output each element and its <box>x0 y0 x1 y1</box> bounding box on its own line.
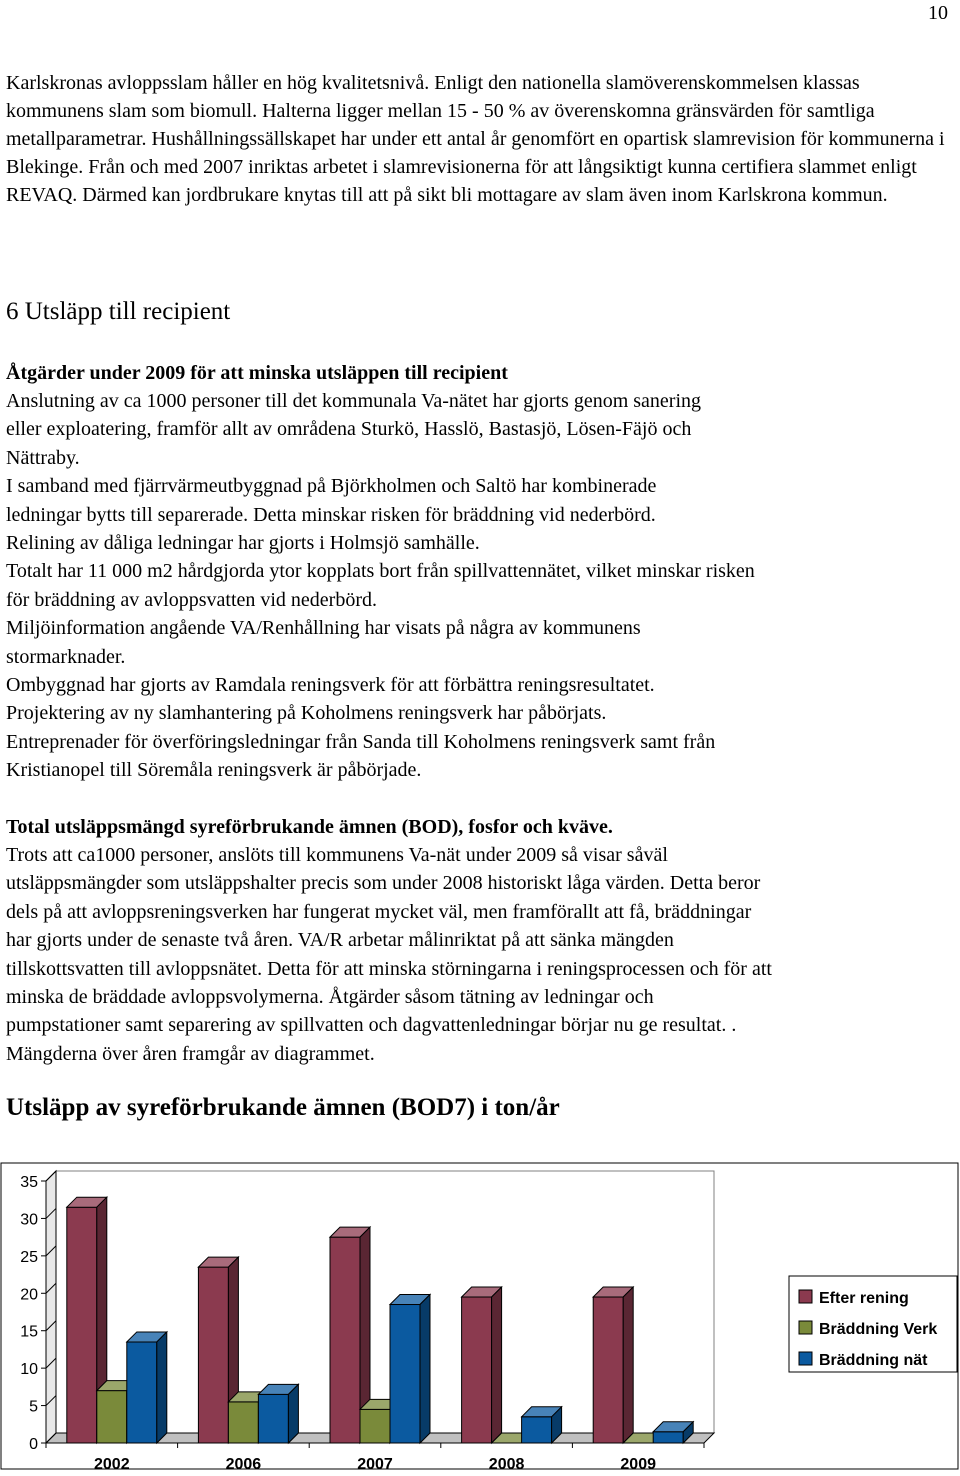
x-tick-label: 2009 <box>620 1456 656 1471</box>
x-tick-label: 2007 <box>357 1456 393 1471</box>
y-tick-label: 25 <box>20 1248 38 1266</box>
totals-line: har gjorts under de senaste två åren. VA/R arbetar målinriktat på att sänka mängden <box>6 929 674 952</box>
y-tick-label: 20 <box>20 1286 38 1304</box>
measures-subheading: Åtgärder under 2009 för att minska utsläppen till recipient <box>6 362 508 384</box>
legend-swatch <box>799 1352 812 1365</box>
intro-paragraph: Karlskronas avloppsslam håller en hög kvalitetsnivå. Enligt den nationella slamöverenskommelsen klassas kommunens slam som biomull. Halterna ligger mellan 15 - 50 % av överenskomna gränsvärden för samtliga metallparametrar. Hushållningssällskapet har under ett antal år genomfört en opartisk slamrevision för kommunerna i Blekinge. Från och med 2007 inriktas arbetet i slamrevisionerna för att långsiktigt kunna certifiera slammet enligt REVAQ. Därmed kan jordbrukare knytas till att på sikt bli mottagare av slam även inom Karlskrona kommun. <box>6 72 945 206</box>
bar <box>390 1305 420 1443</box>
totals-subheading: Total utsläppsmängd syreförbrukande ämnen (BOD), fosfor och kväve. <box>6 816 613 838</box>
totals-line: minska de bräddade avloppsvolymerna. Åtgärder såsom tätning av ledningar och <box>6 986 654 1009</box>
totals-line: pumpstationer samt separering av spillvatten och dagvattenledningar börjar nu ge resultat. . <box>6 1014 737 1037</box>
measures-line: Miljöinformation angående VA/Renhållning har visats på några av kommunens <box>6 617 641 640</box>
bar <box>198 1267 228 1443</box>
y-tick-label: 35 <box>20 1174 38 1191</box>
bar-side <box>420 1295 430 1443</box>
measures-line: Kristianopel till Söremåla reningsverk är påbörjade. <box>6 759 422 782</box>
bar-side <box>157 1332 167 1443</box>
totals-section <box>6 813 956 1068</box>
measures-line: ledningar bytts till separerade. Detta minskar risken för bräddning vid nederbörd. <box>6 503 656 526</box>
y-tick-label: 30 <box>20 1211 38 1229</box>
measures-line: Totalt har 11 000 m2 hårdgjorda ytor kopplats bort från spillvattennätet, vilket minskar risken <box>6 560 755 583</box>
legend-label: Bräddning nät <box>819 1352 928 1369</box>
chart-title: Utsläpp av syreförbrukande ämnen (BOD7) i ton/år <box>6 1094 560 1121</box>
bar-chart <box>0 1162 960 1471</box>
bar <box>462 1297 492 1443</box>
measures-section <box>6 359 956 785</box>
totals-line: tillskottsvatten till avloppsnätet. Detta för att minska störningarna i reningsprocessen och för att <box>6 957 772 980</box>
x-tick-label: 2002 <box>94 1456 130 1471</box>
y-tick-label: 10 <box>20 1361 38 1379</box>
bar <box>97 1391 127 1443</box>
bar-side <box>623 1287 633 1443</box>
bar <box>653 1432 683 1443</box>
measures-line: Anslutning av ca 1000 personer till det kommunala Va-nätet har gjorts genom sanering <box>6 390 702 412</box>
bar <box>593 1297 623 1443</box>
section-heading: 6 Utsläpp till recipient <box>6 298 231 325</box>
y-tick-label: 0 <box>29 1436 38 1453</box>
measures-line: Ombyggnad har gjorts av Ramdala reningsverk för att förbättra reningsresultatet. <box>6 674 655 697</box>
chart-side-wall <box>46 1171 56 1443</box>
bod-chart <box>0 1162 960 1471</box>
y-tick-label: 15 <box>20 1323 38 1341</box>
bar <box>67 1207 97 1443</box>
bar <box>522 1417 552 1443</box>
intro-section <box>6 69 956 209</box>
totals-line: dels på att avloppsreningsverken har fungerat mycket väl, men framförallt att få, bräddningar <box>6 900 752 923</box>
x-tick-label: 2008 <box>488 1456 525 1471</box>
bar <box>127 1342 157 1443</box>
bar <box>258 1394 288 1443</box>
measures-line: Projektering av ny slamhantering på Koholmens reningsverk har påbörjats. <box>6 702 607 725</box>
x-tick-label: 2006 <box>225 1456 262 1471</box>
page-number: 10 <box>928 2 948 24</box>
legend-label: Bräddning Verk <box>819 1321 938 1338</box>
measures-line: stormarknader. <box>6 645 126 668</box>
measures-line: Entreprenader för överföringsledningar från Sanda till Koholmens reningsverk samt från <box>6 730 716 753</box>
bar <box>360 1409 390 1443</box>
totals-line: utsläppsmängder som utsläppshalter precis som under 2008 historiskt låga värden. Detta beror <box>6 872 761 895</box>
measures-line: Relining av dåliga ledningar har gjorts i Holmsjö samhälle. <box>6 532 480 555</box>
y-tick-label: 5 <box>29 1398 38 1416</box>
measures-line: Nättraby. <box>6 446 80 469</box>
legend-label: Efter rening <box>819 1290 909 1307</box>
measures-line: för bräddning av avloppsvatten vid nederbörd. <box>6 588 378 611</box>
bar <box>330 1237 360 1443</box>
bar-side <box>288 1384 298 1443</box>
measures-line: eller exploatering, framför allt av områdena Sturkö, Hasslö, Bastasjö, Lösen-Fäjö och <box>6 418 692 441</box>
bar <box>228 1402 258 1443</box>
totals-line: Mängderna över åren framgår av diagrammet. <box>6 1042 375 1065</box>
measures-line: I samband med fjärrvärmeutbyggnad på Björkholmen och Saltö har kombinerade <box>6 475 657 498</box>
bar-side <box>492 1287 502 1443</box>
legend-swatch <box>799 1290 812 1303</box>
legend-swatch <box>799 1321 812 1334</box>
totals-line: Trots att ca1000 personer, anslöts till kommunens Va-nät under 2009 så visar såväl <box>6 844 668 866</box>
